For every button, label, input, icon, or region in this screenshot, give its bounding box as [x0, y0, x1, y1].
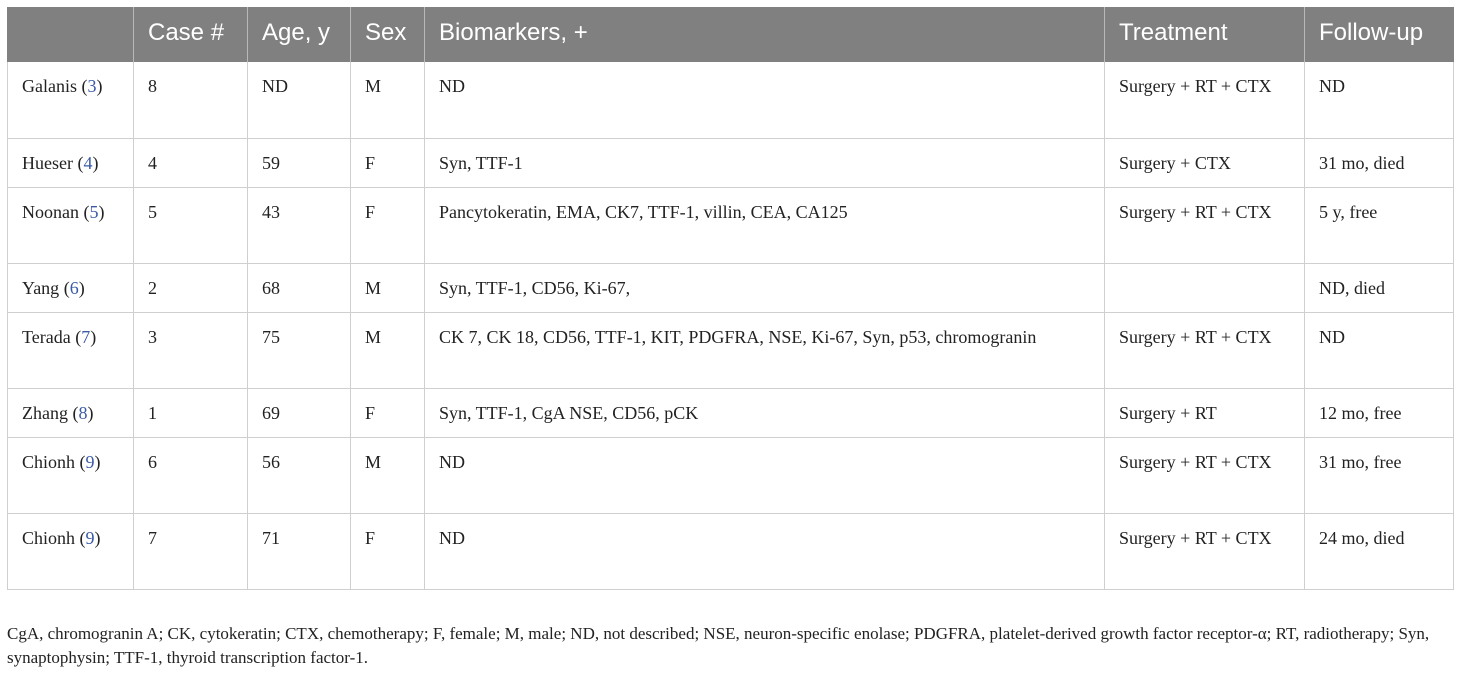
cell-biomarkers: ND [425, 437, 1105, 513]
cell-case: 8 [134, 62, 248, 138]
cell-author: Chionh (9) [8, 437, 134, 513]
cell-biomarkers: Pancytokeratin, EMA, CK7, TTF-1, villin, CEA, CA125 [425, 187, 1105, 263]
header-author [8, 7, 134, 62]
table-row [8, 263, 1454, 312]
header-sex: Sex [351, 7, 425, 62]
cell-age: ND [248, 62, 351, 138]
header-followup: Follow-up [1305, 7, 1454, 62]
reference-link[interactable]: 8 [78, 402, 88, 423]
cell-author: Terada (7) [8, 312, 134, 388]
cell-followup: 24 mo, died [1305, 513, 1454, 589]
reference-link[interactable]: 6 [69, 277, 79, 298]
cell-case: 1 [134, 388, 248, 437]
author-name: Galanis [22, 76, 77, 96]
author-name: Noonan [22, 201, 79, 222]
table-row [8, 187, 1454, 263]
author-name: Terada [22, 326, 71, 347]
cell-author: Zhang (8) [8, 388, 134, 437]
cell-author: Chionh (9) [8, 513, 134, 589]
cell-case: 6 [134, 437, 248, 513]
cell-treatment [1105, 263, 1305, 312]
cell-age: 68 [248, 263, 351, 312]
cell-case: 3 [134, 312, 248, 388]
cell-sex: M [351, 263, 425, 312]
header-biomarkers: Biomarkers, + [425, 7, 1105, 62]
cell-sex: F [351, 513, 425, 589]
cell-treatment: Surgery + RT + CTX [1105, 187, 1305, 263]
author-name: Yang [22, 277, 60, 298]
table-row [8, 312, 1454, 388]
cell-case: 5 [134, 187, 248, 263]
reference-link[interactable]: 7 [81, 326, 91, 347]
cell-age: 59 [248, 138, 351, 187]
cell-followup: ND, died [1305, 263, 1454, 312]
cell-sex: F [351, 138, 425, 187]
cell-sex: M [351, 62, 425, 138]
table-row [8, 388, 1454, 437]
cell-case: 7 [134, 513, 248, 589]
cell-treatment: Surgery + CTX [1105, 138, 1305, 187]
cell-treatment: Surgery + RT + CTX [1105, 62, 1305, 138]
cell-followup: 5 y, free [1305, 187, 1454, 263]
reference-link[interactable]: 5 [89, 201, 99, 222]
cell-treatment: Surgery + RT + CTX [1105, 513, 1305, 589]
header-treatment: Treatment [1105, 7, 1305, 62]
cell-author: Yang (6) [8, 263, 134, 312]
table-footnote: CgA, chromogranin A; CK, cytokeratin; CTX, chemotherapy; F, female; M, male; ND, not described; NSE, neuron-specific enolase; PDGFRA, platelet-derived growth factor receptor-α; RT, radiotherapy; Syn, synaptophysin; TTF-1, thyroid transcription factor-1. [7, 624, 1430, 667]
case-table-container [7, 7, 1453, 590]
case-table [7, 7, 1454, 590]
cell-case: 2 [134, 263, 248, 312]
cell-treatment: Surgery + RT + CTX [1105, 437, 1305, 513]
cell-author: Galanis (3) [8, 62, 134, 138]
cell-age: 71 [248, 513, 351, 589]
cell-biomarkers: Syn, TTF-1, CgA NSE, CD56, pCK [425, 388, 1105, 437]
cell-author: Hueser (4) [8, 138, 134, 187]
cell-age: 43 [248, 187, 351, 263]
cell-age: 69 [248, 388, 351, 437]
cell-followup: 31 mo, died [1305, 138, 1454, 187]
author-name: Hueser [22, 152, 73, 173]
cell-sex: M [351, 437, 425, 513]
reference-link[interactable]: 3 [87, 76, 97, 96]
header-case: Case # [134, 7, 248, 62]
author-name: Chionh [22, 527, 76, 548]
cell-treatment: Surgery + RT + CTX [1105, 312, 1305, 388]
table-row [8, 138, 1454, 187]
cell-case: 4 [134, 138, 248, 187]
cell-biomarkers: Syn, TTF-1 [425, 138, 1105, 187]
cell-sex: M [351, 312, 425, 388]
cell-age: 56 [248, 437, 351, 513]
author-name: Zhang [22, 402, 68, 423]
cell-treatment: Surgery + RT [1105, 388, 1305, 437]
reference-link[interactable]: 9 [85, 451, 95, 472]
cell-sex: F [351, 388, 425, 437]
cell-followup: ND [1305, 62, 1454, 138]
cell-biomarkers: CK 7, CK 18, CD56, TTF-1, KIT, PDGFRA, NSE, Ki-67, Syn, p53, chromogranin [425, 312, 1105, 388]
cell-followup: ND [1305, 312, 1454, 388]
cell-followup: 12 mo, free [1305, 388, 1454, 437]
table-row [8, 437, 1454, 513]
cell-biomarkers: ND [425, 62, 1105, 138]
cell-age: 75 [248, 312, 351, 388]
reference-link[interactable]: 9 [85, 527, 95, 548]
header-age: Age, y [248, 7, 351, 62]
cell-biomarkers: Syn, TTF-1, CD56, Ki-67, [425, 263, 1105, 312]
cell-sex: F [351, 187, 425, 263]
reference-link[interactable]: 4 [83, 152, 93, 173]
table-row [8, 513, 1454, 589]
table-row [8, 62, 1454, 138]
cell-author: Noonan (5) [8, 187, 134, 263]
author-name: Chionh [22, 451, 76, 472]
cell-biomarkers: ND [425, 513, 1105, 589]
table-header-row [8, 7, 1454, 62]
cell-followup: 31 mo, free [1305, 437, 1454, 513]
